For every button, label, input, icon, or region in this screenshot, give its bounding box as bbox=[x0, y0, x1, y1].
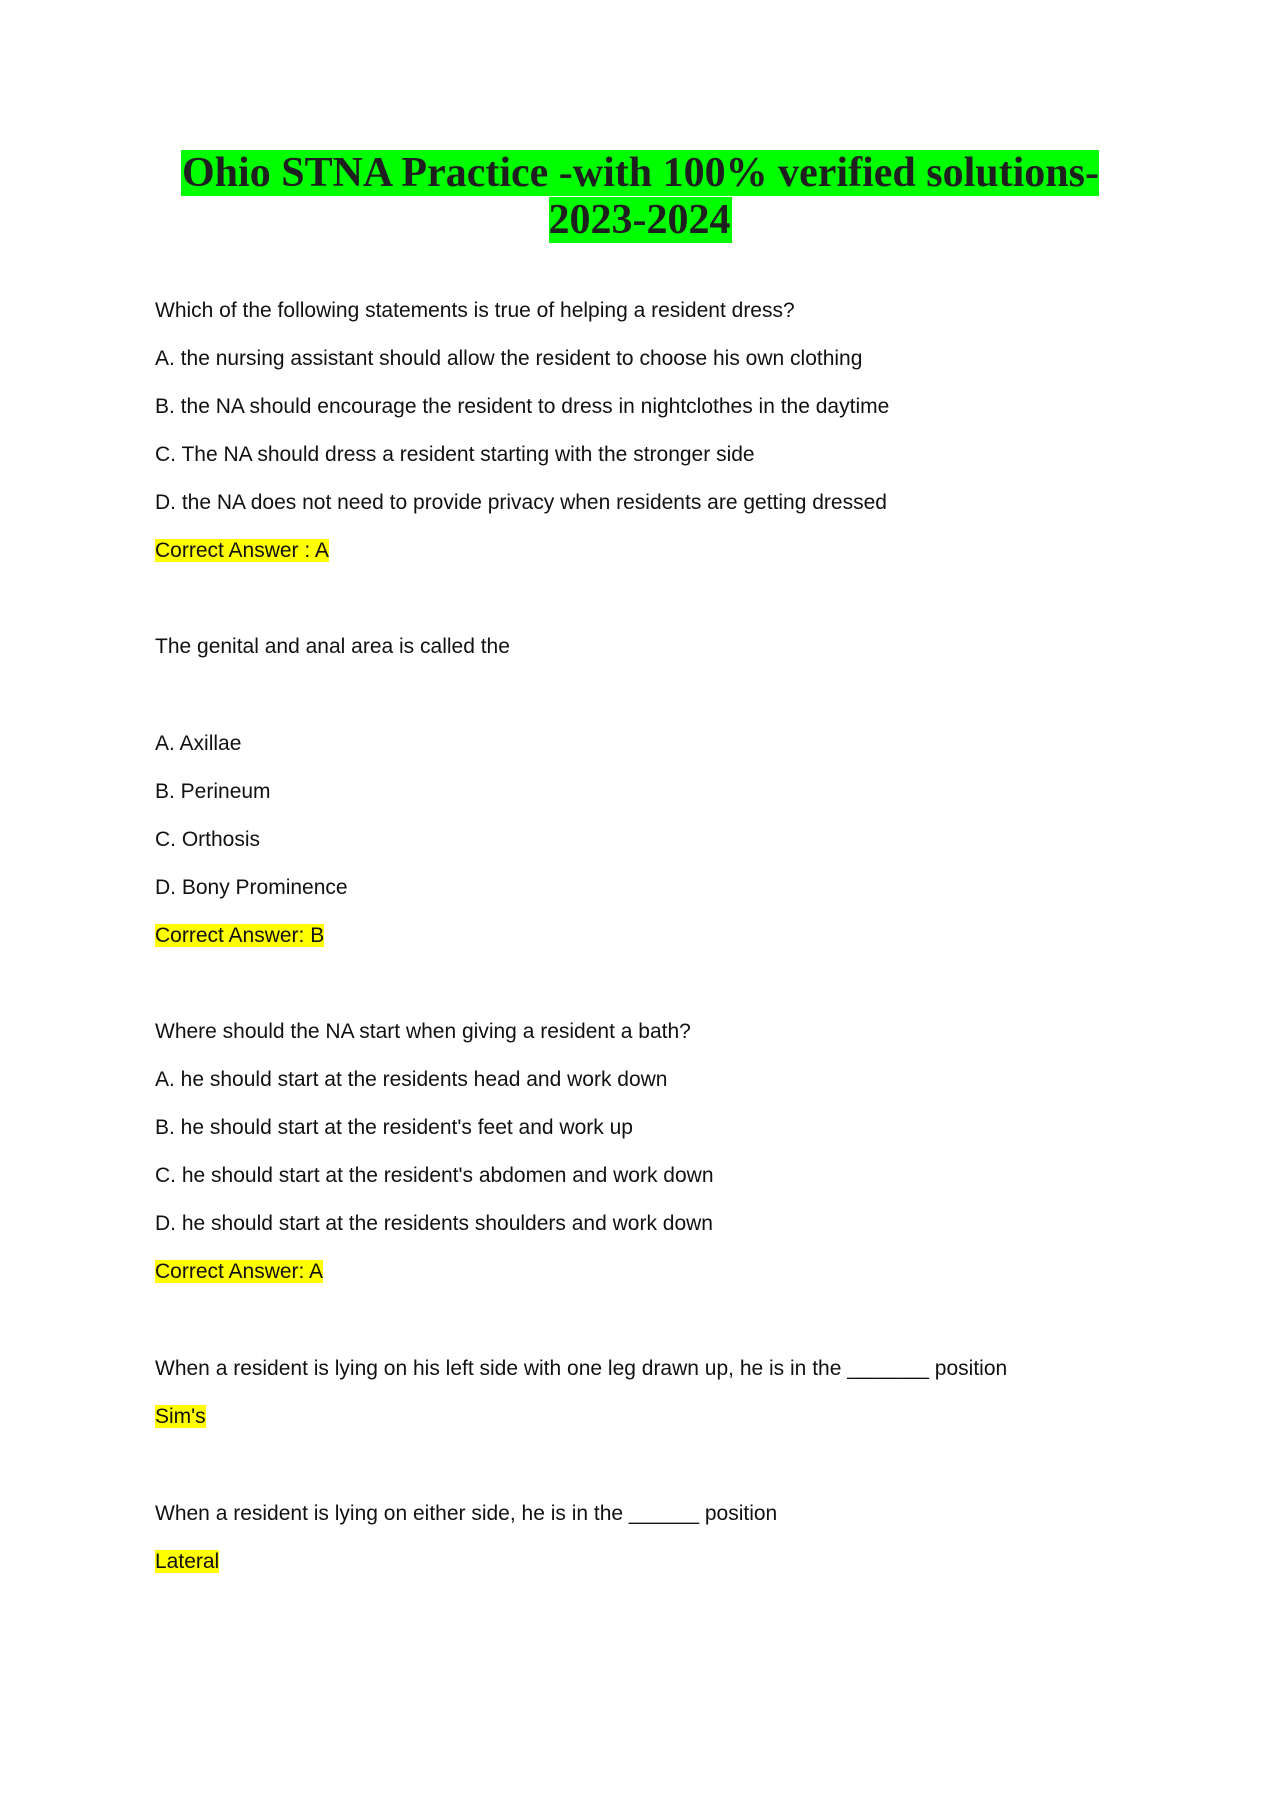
answer-option: B. Perineum bbox=[155, 780, 271, 803]
correct-answer-text: Lateral bbox=[155, 1550, 220, 1573]
answer-option: B. he should start at the resident's feet and work up bbox=[155, 1116, 633, 1139]
correct-answer bbox=[155, 1258, 323, 1286]
document-title bbox=[150, 150, 1130, 244]
question-prompt: The genital and anal area is called the bbox=[155, 635, 510, 658]
answer-option: C. he should start at the resident's abdomen and work down bbox=[155, 1164, 714, 1187]
document-title-text: Ohio STNA Practice -with 100% verified solutions-2023-2024 bbox=[182, 150, 1099, 243]
answer-option: D. he should start at the residents shoulders and work down bbox=[155, 1212, 713, 1235]
correct-answer bbox=[155, 1548, 219, 1576]
answer-option: A. the nursing assistant should allow the resident to choose his own clothing bbox=[155, 347, 863, 370]
answer-option: C. Orthosis bbox=[155, 828, 261, 851]
answer-option: B. the NA should encourage the resident to dress in nightclothes in the daytime bbox=[155, 395, 890, 418]
question-prompt: Where should the NA start when giving a resident a bath? bbox=[155, 1020, 691, 1043]
answer-option: D. Bony Prominence bbox=[155, 876, 348, 899]
correct-answer bbox=[155, 537, 329, 565]
correct-answer bbox=[155, 922, 324, 950]
correct-answer-text: Sim's bbox=[155, 1405, 206, 1428]
correct-answer-text: Correct Answer: B bbox=[155, 924, 325, 947]
question-prompt: When a resident is lying on either side, he is in the ______ position bbox=[155, 1502, 778, 1525]
correct-answer-text: Correct Answer: A bbox=[155, 1260, 324, 1283]
correct-answer bbox=[155, 1403, 206, 1431]
question-prompt: Which of the following statements is true of helping a resident dress? bbox=[155, 299, 795, 322]
correct-answer-text: Correct Answer : A bbox=[155, 539, 329, 562]
answer-option: A. Axillae bbox=[155, 732, 242, 755]
answer-option: A. he should start at the residents head and work down bbox=[155, 1068, 668, 1091]
answer-option: D. the NA does not need to provide privacy when residents are getting dressed bbox=[155, 491, 887, 514]
question-prompt: When a resident is lying on his left side with one leg drawn up, he is in the _______ position bbox=[155, 1357, 1008, 1380]
answer-option: C. The NA should dress a resident starting with the stronger side bbox=[155, 443, 755, 466]
